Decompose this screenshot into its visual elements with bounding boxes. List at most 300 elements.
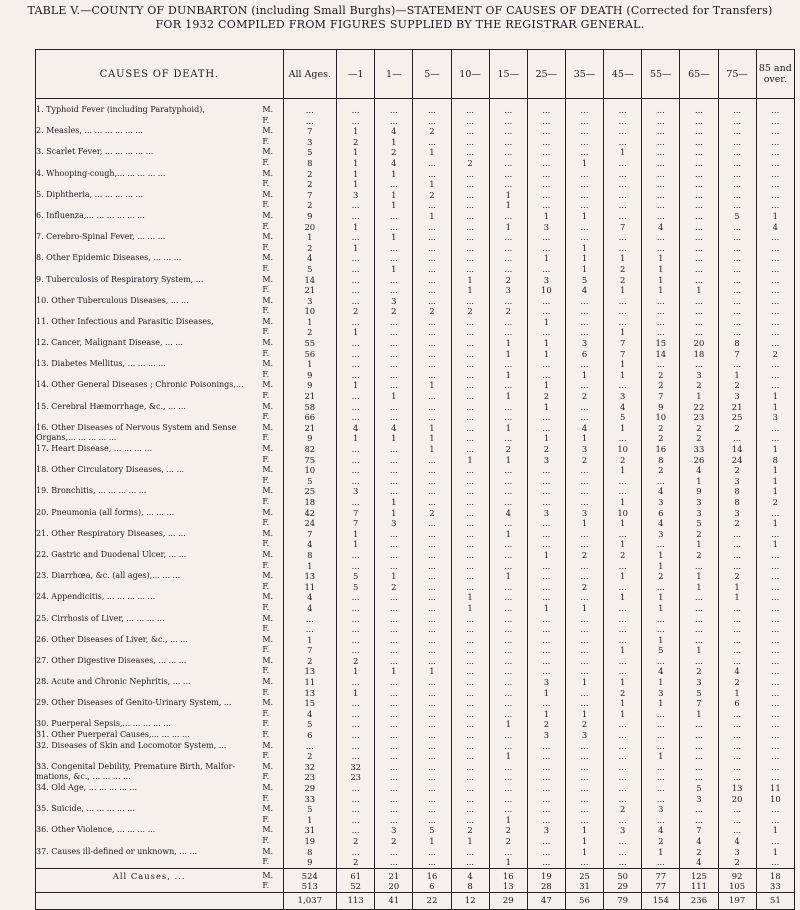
value-cell: ...: [604, 582, 642, 593]
table-row: [36, 529, 795, 540]
cause-cell: 9. Tuberculosis of Respiratory System, ...: [36, 274, 204, 284]
cause-cell: 15. Cerebral Hæmorrhage, &c., ... ...: [36, 401, 186, 411]
value-cell: 3: [375, 825, 413, 836]
value-cell: 7: [680, 825, 718, 836]
value-cell: 58: [283, 402, 337, 413]
value-cell: ...: [375, 815, 413, 826]
cause-cell: mations, &c., ... ... ... ...: [36, 772, 131, 782]
table-row: [36, 391, 795, 402]
sex-cell: F.: [262, 391, 270, 401]
value-cell: 1: [756, 391, 794, 402]
value-cell: 3: [527, 455, 565, 466]
value-cell: ...: [451, 137, 489, 148]
table-heading: [0, 4, 800, 32]
cause-cell: [36, 603, 263, 614]
value-cell: ...: [451, 550, 489, 561]
value-cell: ...: [527, 99, 565, 116]
value-cell: 8: [642, 455, 680, 466]
value-cell: 2: [489, 836, 527, 847]
value-cell: 1: [565, 370, 603, 381]
cause-cell: 36. Other Violence, ... ... ... ...: [36, 825, 156, 835]
value-cell: 4: [451, 868, 489, 881]
table-row: [36, 857, 795, 868]
value-cell: ...: [680, 772, 718, 783]
value-cell: 1: [565, 243, 603, 254]
value-cell: 1: [413, 147, 451, 158]
value-cell: ...: [337, 444, 375, 455]
value-cell: 2: [642, 380, 680, 391]
value-cell: 1: [565, 211, 603, 222]
value-cell: 33: [680, 444, 718, 455]
value-cell: 1: [527, 433, 565, 444]
value-cell: ...: [756, 529, 794, 540]
value-cell: ...: [489, 539, 527, 550]
value-cell: ...: [642, 624, 680, 635]
value-cell: ...: [283, 741, 337, 752]
sex-cell: F.: [262, 475, 270, 485]
value-cell: 3: [680, 794, 718, 805]
value-cell: ...: [756, 762, 794, 773]
sex-cell: F.: [262, 793, 270, 803]
value-cell: ...: [489, 624, 527, 635]
value-cell: ...: [718, 99, 756, 116]
value-cell: ...: [565, 592, 603, 603]
value-cell: ...: [680, 317, 718, 328]
sex-cell: M.: [262, 698, 274, 708]
value-cell: 1: [451, 455, 489, 466]
value-cell: ...: [756, 433, 794, 444]
value-cell: 7: [604, 338, 642, 349]
value-cell: ...: [527, 200, 565, 211]
value-cell: ...: [756, 179, 794, 190]
heading-line-2: FOR 1932 COMPILED FROM FIGURES SUPPLIED BY THE REGISTRAR GENERAL.: [155, 18, 645, 31]
value-cell: 13: [718, 783, 756, 794]
sex-cell: M.: [262, 761, 274, 771]
value-cell: 3: [337, 190, 375, 201]
value-cell: 2: [642, 465, 680, 476]
value-cell: 1: [375, 232, 413, 243]
table-row: [36, 751, 795, 762]
value-cell: ...: [718, 645, 756, 656]
value-cell: ...: [642, 211, 680, 222]
value-cell: ...: [451, 253, 489, 264]
value-cell: 2: [565, 391, 603, 402]
table-row: [36, 635, 795, 646]
value-cell: 66: [283, 412, 337, 423]
table-row: [36, 666, 795, 677]
value-cell: ...: [413, 645, 451, 656]
table-row: [36, 243, 795, 254]
value-cell: ...: [565, 645, 603, 656]
value-cell: ...: [375, 179, 413, 190]
sex-cell: F.: [262, 602, 270, 612]
cause-cell: 33. Congenital Debility, Premature Birth, Malfor-: [36, 761, 236, 771]
value-cell: ...: [680, 169, 718, 180]
value-cell: ...: [337, 116, 375, 127]
value-cell: ...: [489, 582, 527, 593]
value-cell: ...: [337, 476, 375, 487]
grand-total-cell: 154: [642, 892, 680, 909]
cause-cell: 4. Whooping-cough,... ... ... ... ...: [36, 168, 166, 178]
table-row: [36, 508, 795, 519]
value-cell: ...: [413, 370, 451, 381]
table-row: [36, 338, 795, 349]
value-cell: ...: [642, 327, 680, 338]
grand-total-cell: 56: [565, 892, 603, 909]
value-cell: ...: [489, 804, 527, 815]
value-cell: ...: [375, 698, 413, 709]
value-cell: ...: [337, 317, 375, 328]
value-cell: ...: [413, 539, 451, 550]
value-cell: ...: [451, 116, 489, 127]
cause-cell: 10. Other Tuberculous Diseases, ... ...: [36, 295, 189, 305]
value-cell: ...: [451, 327, 489, 338]
value-cell: ...: [375, 709, 413, 720]
table-row: [36, 645, 795, 656]
value-cell: 1: [604, 359, 642, 370]
value-cell: ...: [756, 815, 794, 826]
value-cell: ...: [527, 783, 565, 794]
table-row: [36, 232, 795, 243]
value-cell: ...: [604, 815, 642, 826]
value-cell: ...: [756, 423, 794, 434]
value-cell: ...: [413, 264, 451, 275]
value-cell: ...: [451, 656, 489, 667]
value-cell: ...: [680, 561, 718, 572]
value-cell: ...: [337, 275, 375, 286]
value-cell: ...: [375, 455, 413, 466]
value-cell: ...: [337, 402, 375, 413]
table-row: [36, 582, 795, 593]
value-cell: ...: [451, 359, 489, 370]
value-cell: ...: [375, 751, 413, 762]
value-cell: 4: [283, 253, 337, 264]
value-cell: ...: [375, 222, 413, 233]
value-cell: 1: [451, 603, 489, 614]
value-cell: 4: [756, 222, 794, 233]
table-row: [36, 794, 795, 805]
value-cell: ...: [337, 561, 375, 572]
value-cell: 2: [718, 677, 756, 688]
value-cell: ...: [451, 465, 489, 476]
value-cell: 3: [527, 222, 565, 233]
cause-cell: [36, 645, 263, 656]
sex-cell: F.: [262, 687, 270, 697]
value-cell: 1: [527, 603, 565, 614]
value-cell: 55: [283, 338, 337, 349]
value-cell: ...: [565, 296, 603, 307]
value-cell: ...: [756, 508, 794, 519]
value-cell: 2: [565, 455, 603, 466]
value-cell: ...: [337, 815, 375, 826]
value-cell: 1: [451, 836, 489, 847]
cause-cell: [36, 794, 263, 805]
value-cell: 52: [337, 881, 375, 892]
value-cell: ...: [642, 243, 680, 254]
table-row: [36, 349, 795, 360]
value-cell: ...: [375, 603, 413, 614]
value-cell: ...: [527, 857, 565, 868]
value-cell: ...: [375, 370, 413, 381]
value-cell: ...: [565, 857, 603, 868]
value-cell: ...: [680, 99, 718, 116]
value-cell: ...: [413, 656, 451, 667]
value-cell: 1: [489, 391, 527, 402]
value-cell: ...: [565, 666, 603, 677]
value-cell: 56: [283, 349, 337, 360]
table-row: [36, 486, 795, 497]
value-cell: ...: [756, 709, 794, 720]
value-cell: ...: [337, 847, 375, 858]
value-cell: 2: [680, 550, 718, 561]
value-cell: ...: [489, 99, 527, 116]
value-cell: 1: [337, 529, 375, 540]
value-cell: ...: [565, 137, 603, 148]
value-cell: ...: [413, 635, 451, 646]
value-cell: ...: [565, 539, 603, 550]
value-cell: ...: [413, 677, 451, 688]
cause-cell: [36, 539, 263, 550]
value-cell: ...: [413, 624, 451, 635]
value-cell: 2: [375, 306, 413, 317]
value-cell: ...: [565, 232, 603, 243]
value-cell: 5: [283, 476, 337, 487]
value-cell: ...: [451, 719, 489, 730]
value-cell: 29: [283, 783, 337, 794]
value-cell: ...: [642, 539, 680, 550]
value-cell: ...: [565, 317, 603, 328]
value-cell: 23: [680, 412, 718, 423]
value-cell: ...: [756, 359, 794, 370]
age-header: 75—: [718, 50, 756, 99]
value-cell: 5: [680, 518, 718, 529]
value-cell: ...: [718, 126, 756, 137]
value-cell: ...: [337, 455, 375, 466]
value-cell: ...: [756, 169, 794, 180]
value-cell: 32: [337, 762, 375, 773]
value-cell: 15: [642, 338, 680, 349]
value-cell: 1: [718, 582, 756, 593]
value-cell: 1: [604, 709, 642, 720]
value-cell: ...: [413, 243, 451, 254]
value-cell: ...: [375, 465, 413, 476]
table-row: [36, 571, 795, 582]
value-cell: 1: [756, 486, 794, 497]
value-cell: ...: [489, 359, 527, 370]
table-row: [36, 137, 795, 148]
value-cell: ...: [756, 232, 794, 243]
value-cell: 1: [718, 592, 756, 603]
value-cell: ...: [756, 296, 794, 307]
value-cell: 1: [756, 476, 794, 487]
value-cell: ...: [527, 698, 565, 709]
value-cell: ...: [337, 751, 375, 762]
value-cell: 2: [604, 455, 642, 466]
value-cell: ...: [337, 825, 375, 836]
value-cell: ...: [451, 518, 489, 529]
cause-cell: [36, 688, 263, 699]
cause-cell: 2. Measles, ... ... ... ... ... ...: [36, 126, 143, 136]
table-row: [36, 211, 795, 222]
cause-cell: 20. Pneumonia (all forms), ... ... ...: [36, 507, 175, 517]
value-cell: ...: [489, 794, 527, 805]
value-cell: ...: [527, 476, 565, 487]
grand-total-cell: 12: [451, 892, 489, 909]
value-cell: ...: [451, 614, 489, 625]
value-cell: 3: [527, 825, 565, 836]
value-cell: 1: [375, 190, 413, 201]
cause-cell: [36, 751, 263, 762]
value-cell: 2: [565, 550, 603, 561]
value-cell: 1: [680, 571, 718, 582]
table-row: [36, 815, 795, 826]
value-cell: 24: [283, 518, 337, 529]
value-cell: 3: [375, 518, 413, 529]
value-cell: ...: [565, 783, 603, 794]
value-cell: ...: [527, 359, 565, 370]
value-cell: ...: [527, 751, 565, 762]
value-cell: 1: [604, 423, 642, 434]
value-cell: 1: [680, 391, 718, 402]
sex-cell: [262, 892, 283, 909]
value-cell: 7: [604, 222, 642, 233]
value-cell: ...: [527, 147, 565, 158]
value-cell: 8: [283, 847, 337, 858]
value-cell: ...: [337, 719, 375, 730]
table-row: [36, 561, 795, 572]
value-cell: 2: [756, 349, 794, 360]
cause-cell: [36, 222, 263, 233]
value-cell: ...: [375, 476, 413, 487]
cause-cell: [36, 815, 263, 826]
table-row: [36, 126, 795, 137]
value-cell: ...: [489, 772, 527, 783]
value-cell: ...: [451, 200, 489, 211]
value-cell: 13: [283, 571, 337, 582]
value-cell: ...: [718, 741, 756, 752]
value-cell: ...: [337, 783, 375, 794]
value-cell: ...: [375, 730, 413, 741]
value-cell: 18: [756, 868, 794, 881]
grand-total-cell: 113: [337, 892, 375, 909]
value-cell: 1: [565, 264, 603, 275]
cause-cell: 25. Cirrhosis of Liver, ... ... ... ...: [36, 613, 165, 623]
sex-cell: M.: [262, 655, 274, 665]
value-cell: ...: [565, 222, 603, 233]
value-cell: ...: [375, 412, 413, 423]
value-cell: 1: [565, 709, 603, 720]
table-row: [36, 200, 795, 211]
sex-cell: M.: [262, 253, 274, 263]
value-cell: ...: [604, 476, 642, 487]
value-cell: 33: [756, 881, 794, 892]
value-cell: 22: [680, 402, 718, 413]
value-cell: 1: [375, 497, 413, 508]
table-row: [36, 169, 795, 180]
table-row: [36, 518, 795, 529]
value-cell: 1: [489, 190, 527, 201]
value-cell: ...: [489, 147, 527, 158]
cause-cell: 3. Scarlet Fever, ... ... ... ... ...: [36, 147, 154, 157]
value-cell: 1: [489, 423, 527, 434]
value-cell: ...: [718, 317, 756, 328]
value-cell: ...: [642, 730, 680, 741]
value-cell: 3: [718, 391, 756, 402]
value-cell: ...: [337, 497, 375, 508]
value-cell: ...: [565, 190, 603, 201]
value-cell: 10: [604, 508, 642, 519]
cause-cell: [36, 349, 263, 360]
value-cell: ...: [337, 391, 375, 402]
value-cell: ...: [375, 539, 413, 550]
value-cell: ...: [489, 243, 527, 254]
value-cell: ...: [489, 327, 527, 338]
value-cell: 9: [680, 486, 718, 497]
value-cell: ...: [604, 751, 642, 762]
value-cell: ...: [565, 486, 603, 497]
value-cell: ...: [680, 359, 718, 370]
value-cell: ...: [375, 847, 413, 858]
value-cell: 19: [283, 836, 337, 847]
value-cell: ...: [413, 253, 451, 264]
value-cell: 2: [413, 126, 451, 137]
table-row: [36, 539, 795, 550]
value-cell: ...: [604, 783, 642, 794]
sex-cell: M.: [262, 592, 274, 602]
value-cell: 1: [337, 243, 375, 254]
value-cell: ...: [489, 730, 527, 741]
value-cell: 2: [337, 306, 375, 317]
value-cell: 2: [756, 497, 794, 508]
value-cell: ...: [756, 603, 794, 614]
value-cell: ...: [642, 772, 680, 783]
value-cell: ...: [527, 804, 565, 815]
value-cell: ...: [565, 698, 603, 709]
value-cell: ...: [756, 857, 794, 868]
table-row: [36, 592, 795, 603]
value-cell: ...: [642, 476, 680, 487]
value-cell: ...: [642, 719, 680, 730]
value-cell: 1: [565, 433, 603, 444]
value-cell: 1: [565, 518, 603, 529]
value-cell: ...: [337, 200, 375, 211]
value-cell: ...: [642, 296, 680, 307]
value-cell: ...: [451, 571, 489, 582]
value-cell: ...: [337, 296, 375, 307]
value-cell: 1: [489, 751, 527, 762]
value-cell: ...: [642, 794, 680, 805]
value-cell: 2: [451, 825, 489, 836]
table-row: [36, 497, 795, 508]
value-cell: ...: [413, 497, 451, 508]
table-row: [36, 433, 795, 444]
value-cell: ...: [565, 412, 603, 423]
value-cell: ...: [756, 370, 794, 381]
value-cell: ...: [489, 486, 527, 497]
value-cell: 1: [375, 666, 413, 677]
value-cell: 7: [642, 391, 680, 402]
value-cell: 1: [489, 529, 527, 540]
table-row: [36, 614, 795, 625]
value-cell: ...: [413, 592, 451, 603]
value-cell: ...: [413, 550, 451, 561]
value-cell: 9: [642, 402, 680, 413]
value-cell: 23: [283, 772, 337, 783]
value-cell: ...: [604, 137, 642, 148]
table-row: [36, 317, 795, 328]
value-cell: ...: [718, 719, 756, 730]
value-cell: 3: [604, 391, 642, 402]
